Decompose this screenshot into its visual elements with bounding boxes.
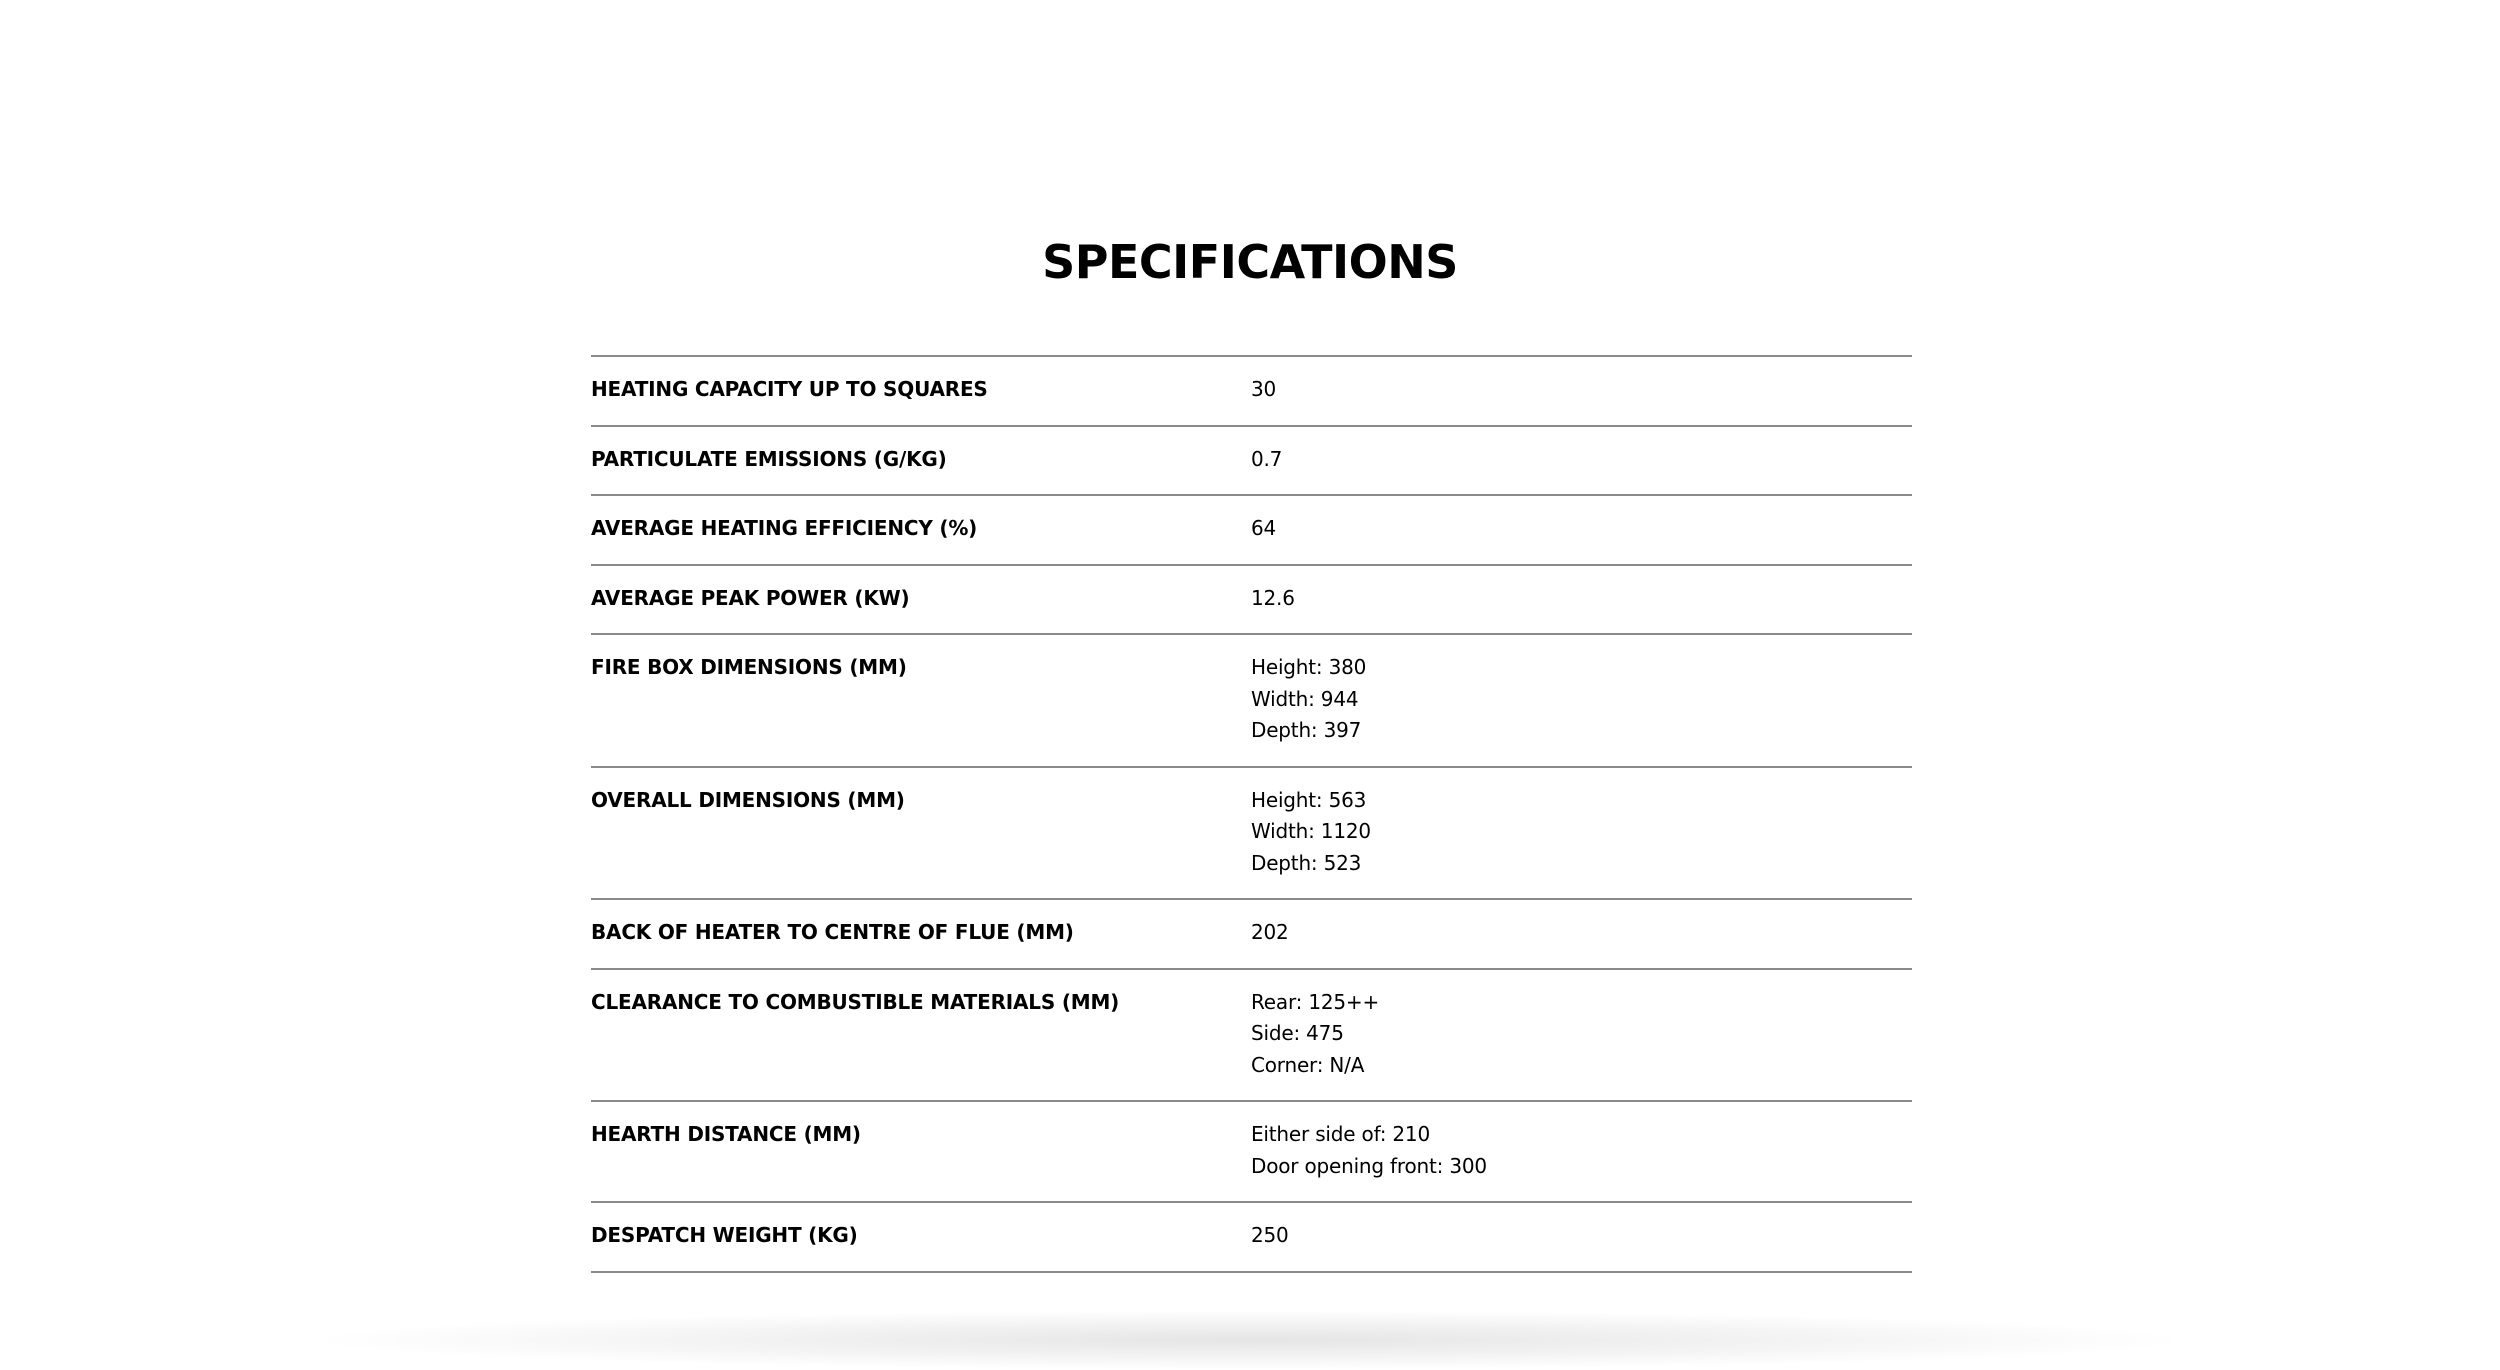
spec-label: OVERALL DIMENSIONS (MM) (591, 787, 905, 812)
spec-value (1251, 652, 1912, 747)
spec-value-line: 30 (1251, 377, 1277, 401)
specifications-table (591, 355, 1912, 1273)
spec-value-line: 12.6 (1251, 585, 1295, 610)
spec-value (1251, 583, 1912, 615)
spec-value (1251, 917, 1912, 949)
spec-label: AVERAGE HEATING EFFICIENCY (%) (591, 516, 978, 540)
spec-row-overall-dimensions (591, 768, 1912, 901)
spec-value (1251, 785, 1912, 880)
spec-value-line: 0.7 (1251, 446, 1283, 471)
spec-label: CLEARANCE TO COMBUSTIBLE MATERIALS (MM) (591, 989, 1120, 1014)
spec-value-line: Door opening front: 300 (1251, 1153, 1487, 1178)
spec-value-line: Width: 1120 (1251, 819, 1371, 843)
spec-label: HEARTH DISTANCE (MM) (591, 1122, 861, 1146)
spec-value-line: Width: 944 (1251, 686, 1359, 711)
spec-label: FIRE BOX DIMENSIONS (MM) (591, 655, 907, 679)
spec-label: BACK OF HEATER TO CENTRE OF FLUE (MM) (591, 920, 1074, 944)
spec-value-line: 250 (1251, 1223, 1289, 1247)
bottom-shadow (300, 1310, 2200, 1370)
spec-value (1251, 513, 1912, 545)
spec-label: HEATING CAPACITY UP TO SQUARES (591, 377, 988, 401)
spec-value-line: Depth: 523 (1251, 850, 1362, 875)
spec-value-line: Rear: 125++ (1251, 989, 1380, 1014)
spec-value (1251, 444, 1912, 476)
spec-label: DESPATCH WEIGHT (KG) (591, 1223, 858, 1247)
spec-label: PARTICULATE EMISSIONS (G/KG) (591, 446, 947, 471)
spec-value-line: Either side of: 210 (1251, 1122, 1430, 1146)
spec-value-line: Height: 563 (1251, 787, 1367, 812)
spec-row-clearance (591, 970, 1912, 1103)
spec-row-heating-capacity (591, 357, 1912, 427)
spec-row-fire-box-dimensions (591, 635, 1912, 768)
spec-value-line: Side: 475 (1251, 1021, 1344, 1045)
page-title: SPECIFICATIONS (1042, 235, 1458, 289)
spec-value-line: 202 (1251, 920, 1289, 944)
spec-label: AVERAGE PEAK POWER (KW) (591, 585, 910, 610)
spec-row-particulate-emissions (591, 427, 1912, 497)
spec-row-peak-power (591, 566, 1912, 636)
spec-value (1251, 1220, 1912, 1252)
spec-value (1251, 1119, 1912, 1182)
spec-value-line: 64 (1251, 516, 1277, 540)
spec-row-despatch-weight (591, 1203, 1912, 1273)
spec-value-line: Depth: 397 (1251, 718, 1362, 742)
spec-row-hearth-distance (591, 1102, 1912, 1203)
spec-row-heating-efficiency (591, 496, 1912, 566)
spec-value-line: Corner: N/A (1251, 1052, 1365, 1077)
spec-row-flue-distance (591, 900, 1912, 970)
spec-value (1251, 374, 1912, 406)
spec-value (1251, 987, 1912, 1082)
spec-value-line: Height: 380 (1251, 655, 1367, 679)
